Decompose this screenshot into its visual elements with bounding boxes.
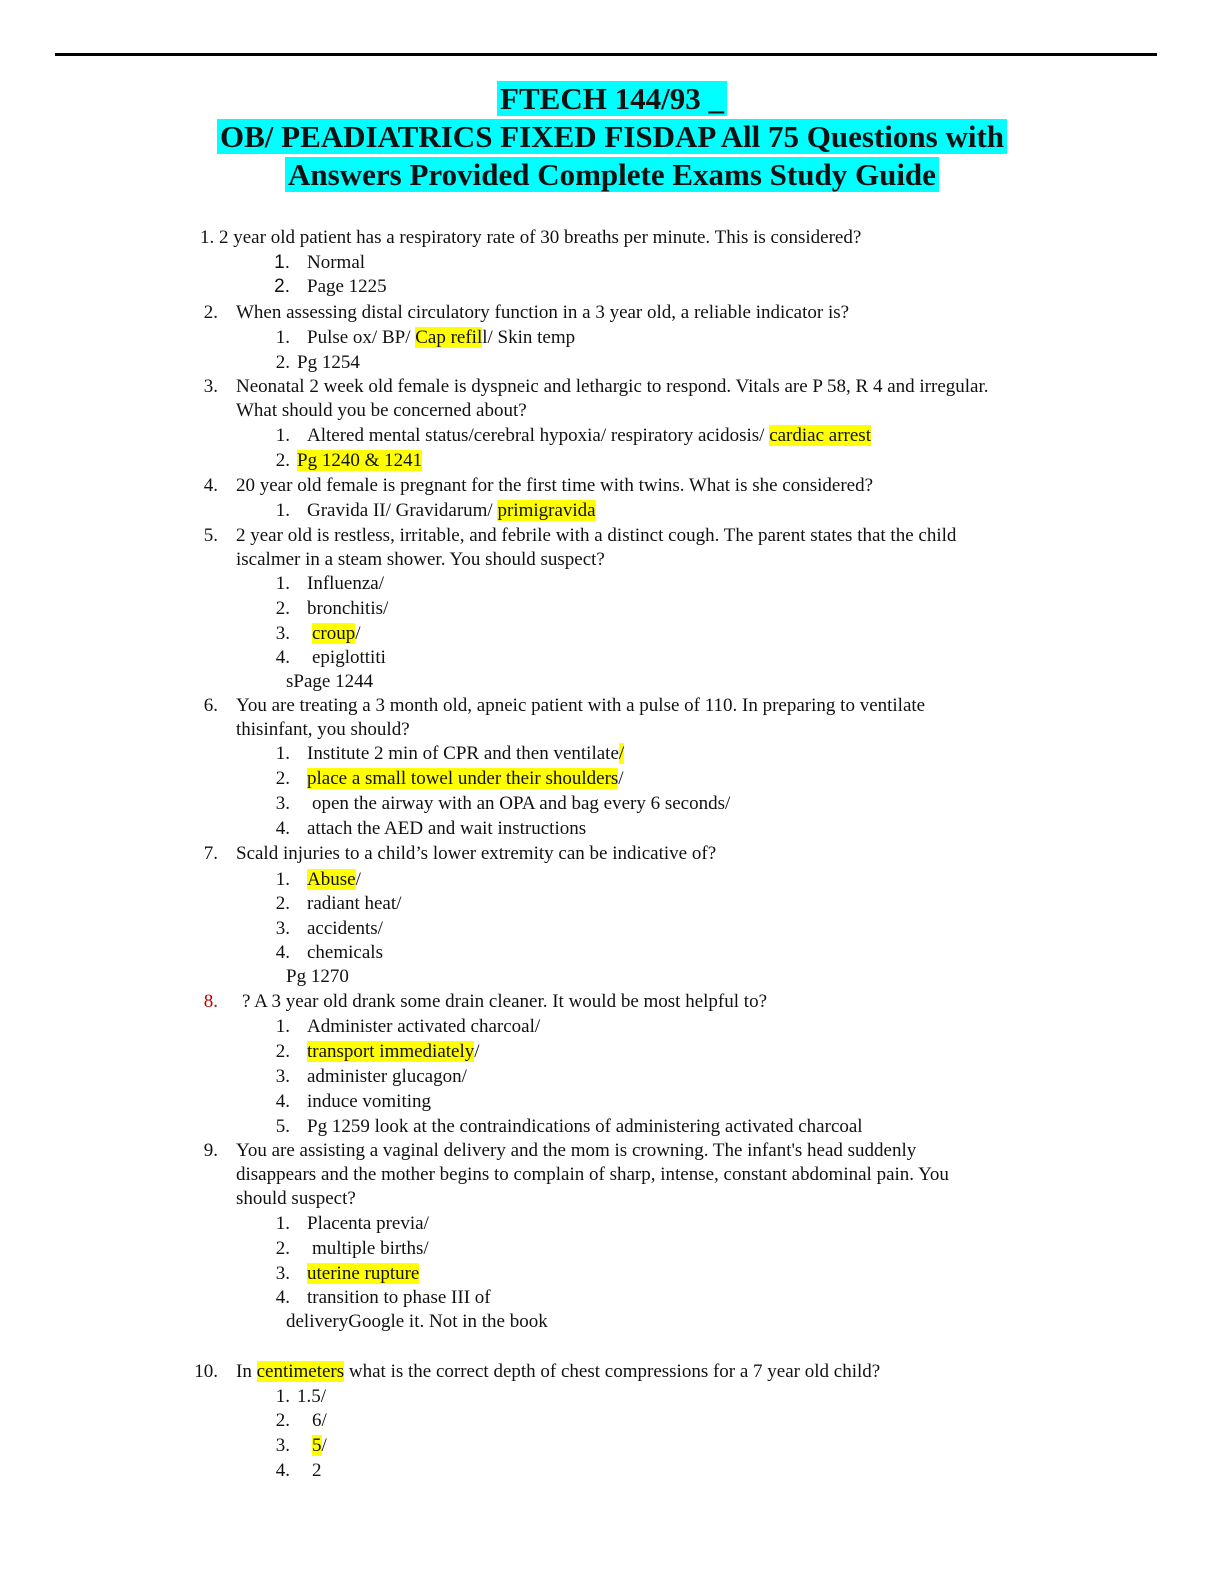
answer-highlight: Abuse <box>307 869 356 890</box>
option-text: Pulse ox/ BP/ <box>307 327 416 348</box>
question-6-number: 6. <box>203 695 218 716</box>
question-5-text-line-1: 2 year old is restless, irritable, and febrile with a distinct cough. The parent states that the child <box>236 525 957 546</box>
question-7-page-reference: Pg 1270 <box>286 966 349 987</box>
question-5-option-4: epiglottiti <box>312 647 386 668</box>
question-8-option-3: administer glucagon/ <box>307 1066 467 1087</box>
question-6-text-line-1: You are treating a 3 month old, apneic patient with a pulse of 110. In preparing to ventilate <box>236 695 926 716</box>
question-5-number: 5. <box>203 525 218 546</box>
question-4-option-1 <box>307 499 596 523</box>
question-5-option-3 <box>312 622 361 646</box>
question-2-option-1 <box>307 326 575 350</box>
question-6-option-2-number: 2. <box>275 768 290 789</box>
question-6-option-4: attach the AED and wait instructions <box>307 818 587 839</box>
question-7-option-3: accidents/ <box>307 918 383 939</box>
question-6-option-4-number: 4. <box>275 818 290 839</box>
option-text: / <box>355 869 361 890</box>
question-6-option-1 <box>307 742 624 766</box>
question-text: what is the correct depth of chest compressions for a 7 year old child? <box>344 1361 881 1382</box>
option-text: / <box>474 1041 480 1062</box>
question-9-option-4-number: 4. <box>275 1287 290 1308</box>
question-2-text: When assessing distal circulatory function in a 3 year old, a reliable indicator is? <box>236 302 850 323</box>
question-10-option-2-number: 2. <box>275 1410 290 1431</box>
question-7-option-1-number: 1. <box>275 869 290 890</box>
document-title <box>0 80 1224 194</box>
question-9-option-2-number: 2. <box>275 1238 290 1259</box>
question-8-option-4-number: 4. <box>275 1091 290 1112</box>
top-rule <box>55 53 1157 56</box>
question-1-option-2: Page 1225 <box>307 276 387 297</box>
question-8-option-4: induce vomiting <box>307 1091 432 1112</box>
question-8-option-2 <box>307 1040 480 1064</box>
question-5-option-4-number: 4. <box>275 647 290 668</box>
question-7-text: Scald injuries to a child’s lower extremity can be indicative of? <box>236 843 717 864</box>
question-5-option-3-number: 3. <box>275 623 290 644</box>
question-3-option-1 <box>307 424 871 448</box>
question-8-option-3-number: 3. <box>275 1066 290 1087</box>
question-1-option-1: Normal <box>307 252 366 273</box>
question-9-option-1-number: 1. <box>275 1213 290 1234</box>
option-text: Gravida II/ Gravidarum/ <box>307 500 498 521</box>
question-7-option-4: chemicals <box>307 942 383 963</box>
question-4-text: 20 year old female is pregnant for the first time with twins. What is she considered? <box>236 475 874 496</box>
question-6-option-3-number: 3. <box>275 793 290 814</box>
question-6-option-3: open the airway with an OPA and bag every 6 seconds/ <box>312 793 731 814</box>
question-6-option-1-number: 1. <box>275 743 290 764</box>
question-3-option-2 <box>297 449 422 473</box>
question-10-option-3 <box>312 1434 327 1458</box>
question-9-page-reference: deliveryGoogle it. Not in the book <box>286 1311 548 1332</box>
question-9-option-3 <box>307 1262 419 1286</box>
option-text: l/ Skin temp <box>482 327 576 348</box>
question-4-number: 4. <box>203 475 218 496</box>
question-3-text-line-1: Neonatal 2 week old female is dyspneic and lethargic to respond. Vitals are P 58, R 4 and irregular. <box>236 376 989 397</box>
answer-highlight: transport immediately <box>307 1041 475 1062</box>
question-2-number: 2. <box>203 302 218 323</box>
question-4-option-1-number: 1. <box>275 500 290 521</box>
question-2-option-2: Pg 1254 <box>297 352 360 373</box>
question-9-text-line-2: disappears and the mother begins to complain of sharp, intense, constant abdominal pain. You <box>236 1164 949 1185</box>
question-5-option-2-number: 2. <box>275 598 290 619</box>
question-10-option-3-number: 3. <box>275 1435 290 1456</box>
question-9-option-1: Placenta previa/ <box>307 1213 429 1234</box>
question-5-option-1-number: 1. <box>275 573 290 594</box>
question-10-option-4: 2 <box>312 1460 322 1481</box>
question-8-number: 8. <box>203 991 218 1012</box>
answer-highlight: centimeters <box>256 1361 345 1382</box>
question-7-number: 7. <box>203 843 218 864</box>
question-5-option-2: bronchitis/ <box>307 598 389 619</box>
title-line-2: OB/ PEADIATRICS FIXED FISDAP All 75 Questions with <box>217 119 1007 154</box>
question-8-option-5: Pg 1259 look at the contraindications of administering activated charcoal <box>307 1116 863 1137</box>
question-8-option-1: Administer activated charcoal/ <box>307 1016 541 1037</box>
question-6-text-line-2: thisinfant, you should? <box>236 719 410 740</box>
question-8-option-5-number: 5. <box>275 1116 290 1137</box>
question-10-text <box>236 1360 880 1384</box>
question-7-option-2: radiant heat/ <box>307 893 402 914</box>
answer-highlight: primigravida <box>497 500 596 521</box>
question-text: In <box>236 1361 257 1382</box>
option-text: Altered mental status/cerebral hypoxia/ respiratory acidosis/ <box>307 425 770 446</box>
question-7-option-3-number: 3. <box>275 918 290 939</box>
question-1-option-1-number: 1. <box>274 252 290 273</box>
question-2-option-2-number: 2. <box>275 352 290 373</box>
answer-highlight: Cap refil <box>415 327 483 348</box>
option-text: Institute 2 min of CPR and then ventilate <box>307 743 619 764</box>
answer-highlight: 5 <box>312 1435 322 1456</box>
question-9-text-line-1: You are assisting a vaginal delivery and the mom is crowning. The infant's head suddenly <box>236 1140 917 1161</box>
question-9-number: 9. <box>203 1140 218 1161</box>
question-3-text-line-2: What should you be concerned about? <box>236 400 527 421</box>
question-6-option-2 <box>307 767 624 791</box>
question-8-text: ? A 3 year old drank some drain cleaner. It would be most helpful to? <box>242 991 767 1012</box>
question-10-option-1: 1.5/ <box>297 1386 327 1407</box>
question-9-option-2: multiple births/ <box>312 1238 429 1259</box>
question-8-option-1-number: 1. <box>275 1016 290 1037</box>
question-7-option-2-number: 2. <box>275 893 290 914</box>
question-10-number: 10. <box>194 1361 218 1382</box>
answer-highlight: / <box>618 743 625 764</box>
answer-highlight: croup <box>312 623 356 644</box>
option-text: / <box>618 768 624 789</box>
question-3-number: 3. <box>203 376 218 397</box>
answer-highlight: cardiac arrest <box>769 425 871 446</box>
question-3-option-1-number: 1. <box>275 425 290 446</box>
question-3-option-2-number: 2. <box>275 450 290 471</box>
question-5-option-1: Influenza/ <box>307 573 385 594</box>
question-7-option-4-number: 4. <box>275 942 290 963</box>
option-text: / <box>355 623 361 644</box>
question-9-text-line-3: should suspect? <box>236 1188 356 1209</box>
question-1-text: 1. 2 year old patient has a respiratory rate of 30 breaths per minute. This is considered? <box>200 227 862 248</box>
question-5-page-reference: sPage 1244 <box>286 671 374 692</box>
title-line-3: Answers Provided Complete Exams Study Guide <box>285 157 939 192</box>
question-10-option-4-number: 4. <box>275 1460 290 1481</box>
question-8-option-2-number: 2. <box>275 1041 290 1062</box>
question-10-option-2: 6/ <box>312 1410 327 1431</box>
question-9-option-3-number: 3. <box>275 1263 290 1284</box>
answer-highlight: uterine rupture <box>307 1263 420 1284</box>
answer-highlight: place a small towel under their shoulders <box>307 768 619 789</box>
question-1-option-2-number: 2. <box>274 276 290 297</box>
title-line-1: FTECH 144/93 _ <box>497 81 727 116</box>
option-text: / <box>321 1435 327 1456</box>
question-9-option-4: transition to phase III of <box>307 1287 491 1308</box>
question-7-option-1 <box>307 868 361 892</box>
question-2-option-1-number: 1. <box>275 327 290 348</box>
question-5-text-line-2: iscalmer in a steam shower. You should suspect? <box>236 549 605 570</box>
answer-highlight: Pg 1240 & 1241 <box>297 450 423 471</box>
question-10-option-1-number: 1. <box>275 1386 290 1407</box>
